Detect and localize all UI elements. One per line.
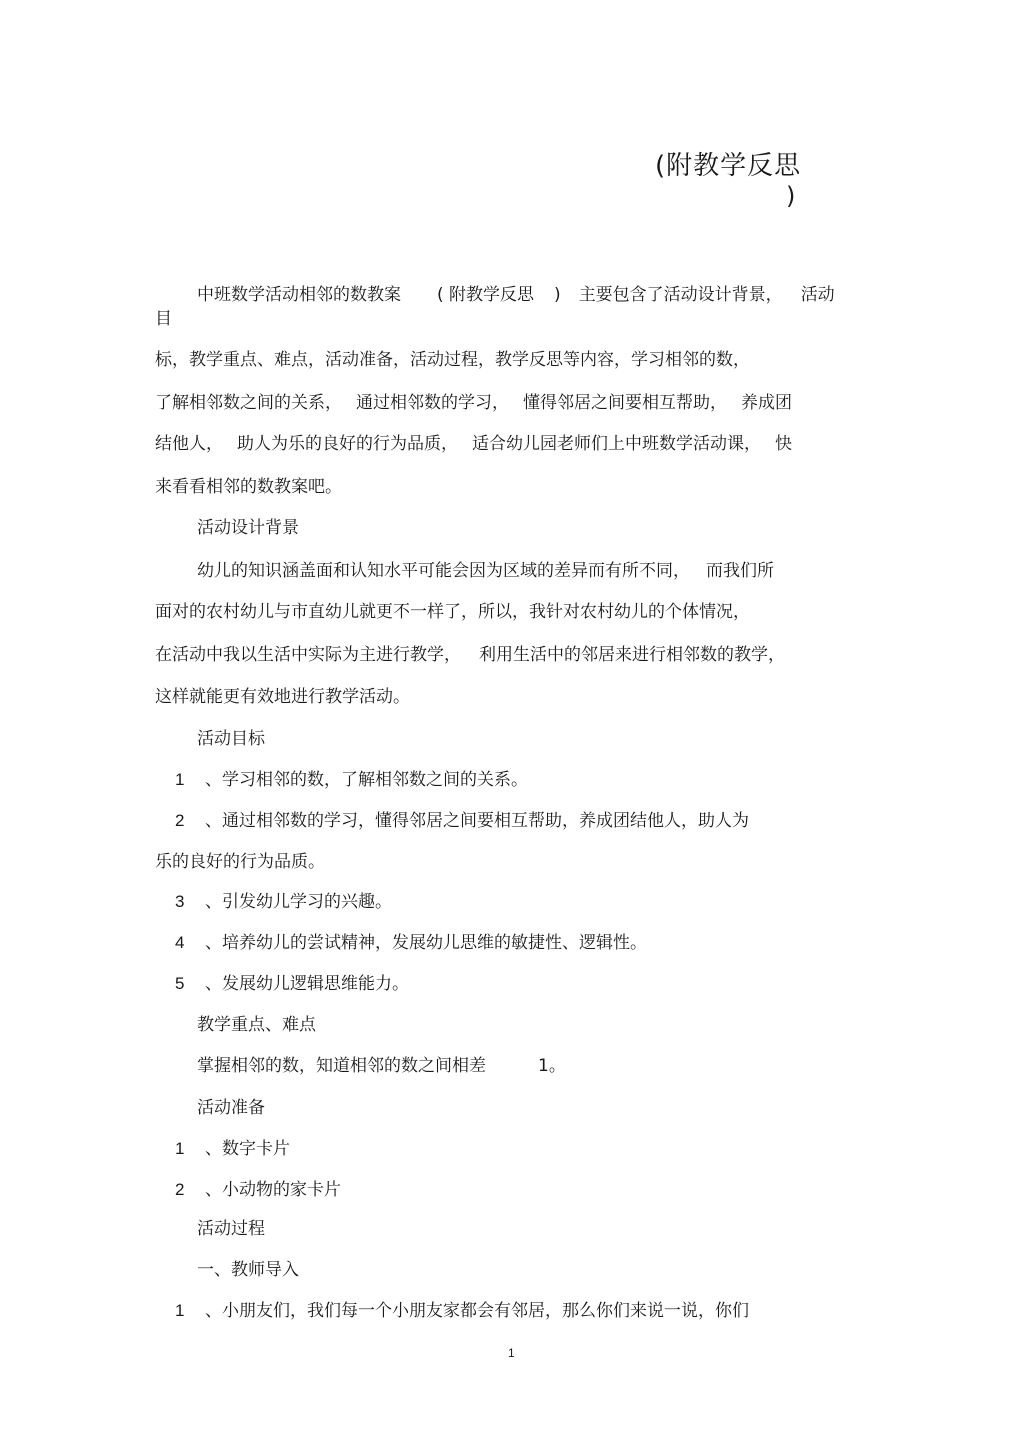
section-heading-background: 活动设计背景 <box>197 518 299 538</box>
process-subheading-1: 一、教师导入 <box>197 1260 299 1280</box>
keypoints-text: 掌握相邻的数，知道相邻的数之间相差 1。 <box>197 1056 566 1076</box>
background-line-4: 这样就能更有效地进行教学活动。 <box>155 687 410 707</box>
intro-line-3: 标，教学重点、难点，活动准备，活动过程，教学反思等内容，学习相邻的数， <box>155 350 750 370</box>
goal-item-1: 1 、学习相邻的数，了解相邻数之间的关系。 <box>175 770 528 790</box>
page-number: 1 <box>508 1346 515 1360</box>
document-title-closing: ) <box>786 182 796 210</box>
section-heading-process: 活动过程 <box>197 1219 265 1239</box>
section-heading-prep: 活动准备 <box>197 1098 265 1118</box>
goal-item-3: 3 、引发幼儿学习的兴趣。 <box>175 892 392 912</box>
background-line-2: 面对的农村幼儿与市直幼儿就更不一样了，所以，我针对农村幼儿的个体情况， <box>155 602 750 622</box>
section-heading-keypoints: 教学重点、难点 <box>197 1015 316 1035</box>
intro-line-4: 了解相邻数之间的关系， 通过相邻数的学习， 懂得邻居之间要相互帮助， 养成团 <box>155 393 792 413</box>
background-line-1: 幼儿的知识涵盖面和认知水平可能会因为区域的差异而有所不同， 而我们所 <box>197 561 774 581</box>
section-heading-goals: 活动目标 <box>197 729 265 749</box>
prep-item-2: 2 、小动物的家卡片 <box>175 1180 341 1200</box>
intro-line-6: 来看看相邻的数教案吧。 <box>155 477 342 497</box>
goal-item-5: 5 、发展幼儿逻辑思维能力。 <box>175 974 409 994</box>
goal-item-4: 4 、培养幼儿的尝试精神，发展幼儿思维的敏捷性、逻辑性。 <box>175 933 647 953</box>
goal-item-2: 2 、通过相邻数的学习，懂得邻居之间要相互帮助，养成团结他人，助人为 <box>175 811 749 831</box>
intro-line-1: 中班数学活动相邻的数教案 ( 附教学反思 ) 主要包含了活动设计背景， 活动 <box>197 285 835 305</box>
goal-item-2-continuation: 乐的良好的行为品质。 <box>155 852 325 872</box>
document-title: (附教学反思 <box>655 151 802 181</box>
intro-line-5: 结他人， 助人为乐的良好的行为品质， 适合幼儿园老师们上中班数学活动课， 快 <box>155 434 792 454</box>
prep-item-1: 1 、数字卡片 <box>175 1139 290 1159</box>
background-line-3: 在活动中我以生活中实际为主进行教学， 利用生活中的邻居来进行相邻数的教学， <box>155 645 785 665</box>
intro-line-2: 目 <box>155 309 172 329</box>
process-item-1: 1 、小朋友们，我们每一个小朋友家都会有邻居，那么你们来说一说，你们 <box>175 1301 749 1321</box>
